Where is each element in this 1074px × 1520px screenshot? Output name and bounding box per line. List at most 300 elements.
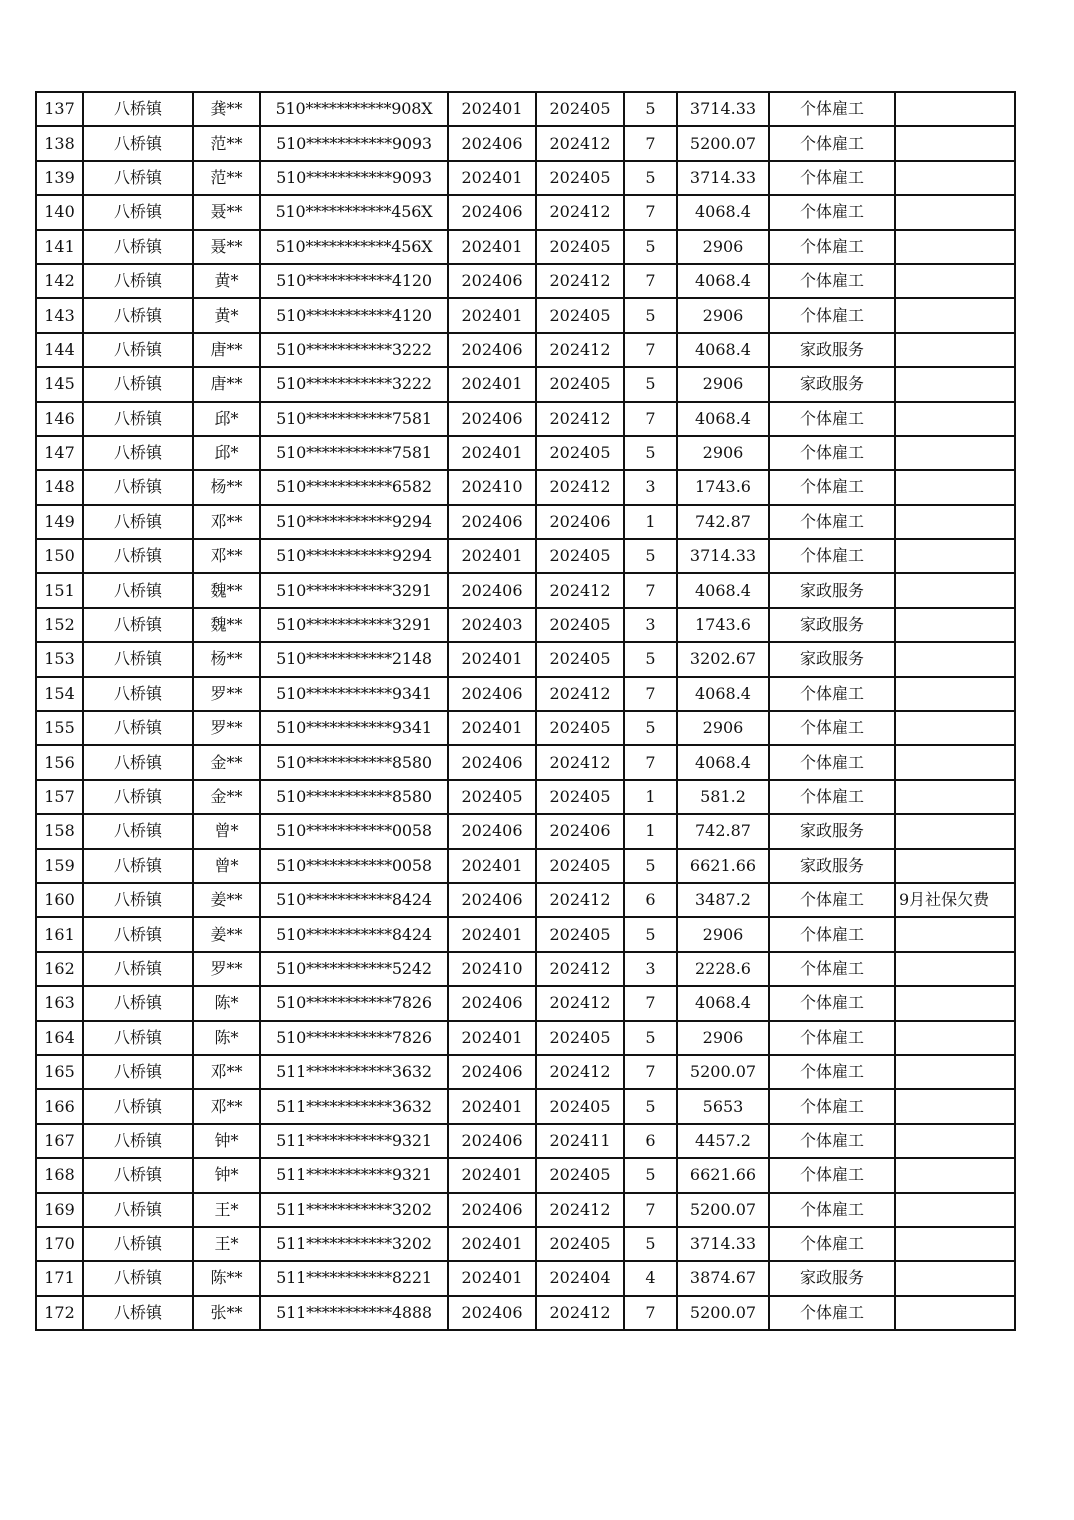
row-number-cell: 172 — [36, 1296, 83, 1330]
months-count-cell: 5 — [624, 436, 677, 470]
table-row — [36, 298, 1015, 332]
town-cell: 八桥镇 — [83, 333, 193, 367]
end-month-cell: 202412 — [536, 195, 624, 229]
months-count-cell: 3 — [624, 608, 677, 642]
months-count-cell: 3 — [624, 470, 677, 504]
start-month-cell: 202410 — [448, 470, 536, 504]
table-row — [36, 711, 1015, 745]
end-month-cell: 202412 — [536, 333, 624, 367]
start-month-cell: 202406 — [448, 1193, 536, 1227]
id-number-cell: 510***********7826 — [260, 986, 448, 1020]
table-row — [36, 230, 1015, 264]
row-number-cell: 151 — [36, 573, 83, 607]
row-number-cell: 165 — [36, 1055, 83, 1089]
employment-type-cell: 个体雇工 — [769, 1089, 895, 1123]
table-row — [36, 608, 1015, 642]
start-month-cell: 202401 — [448, 1227, 536, 1261]
end-month-cell: 202405 — [536, 298, 624, 332]
row-number-cell: 139 — [36, 161, 83, 195]
end-month-cell: 202406 — [536, 505, 624, 539]
start-month-cell: 202401 — [448, 92, 536, 126]
id-number-cell: 510***********456X — [260, 230, 448, 264]
table-row — [36, 780, 1015, 814]
town-cell: 八桥镇 — [83, 745, 193, 779]
amount-cell: 5653 — [677, 1089, 769, 1123]
amount-cell: 5200.07 — [677, 1055, 769, 1089]
table-row — [36, 814, 1015, 848]
start-month-cell: 202401 — [448, 1089, 536, 1123]
end-month-cell: 202405 — [536, 849, 624, 883]
id-number-cell: 510***********9093 — [260, 126, 448, 160]
months-count-cell: 7 — [624, 333, 677, 367]
months-count-cell: 5 — [624, 230, 677, 264]
id-number-cell: 510***********908X — [260, 92, 448, 126]
start-month-cell: 202406 — [448, 883, 536, 917]
end-month-cell: 202404 — [536, 1261, 624, 1295]
amount-cell: 3714.33 — [677, 161, 769, 195]
id-number-cell: 510***********2148 — [260, 642, 448, 676]
employment-type-cell: 个体雇工 — [769, 1124, 895, 1158]
remark-cell — [895, 92, 1015, 126]
town-cell: 八桥镇 — [83, 849, 193, 883]
id-number-cell: 510***********7826 — [260, 1021, 448, 1055]
end-month-cell: 202412 — [536, 745, 624, 779]
id-number-cell: 510***********9093 — [260, 161, 448, 195]
months-count-cell: 7 — [624, 573, 677, 607]
amount-cell: 6621.66 — [677, 849, 769, 883]
amount-cell: 5200.07 — [677, 1193, 769, 1227]
town-cell: 八桥镇 — [83, 505, 193, 539]
town-cell: 八桥镇 — [83, 1021, 193, 1055]
months-count-cell: 6 — [624, 1124, 677, 1158]
row-number-cell: 158 — [36, 814, 83, 848]
name-cell: 黄* — [193, 298, 260, 332]
employment-type-cell: 家政服务 — [769, 573, 895, 607]
remark-cell — [895, 264, 1015, 298]
amount-cell: 5200.07 — [677, 126, 769, 160]
start-month-cell: 202403 — [448, 608, 536, 642]
end-month-cell: 202412 — [536, 952, 624, 986]
employment-type-cell: 个体雇工 — [769, 883, 895, 917]
remark-cell — [895, 745, 1015, 779]
start-month-cell: 202401 — [448, 1021, 536, 1055]
employment-type-cell: 个体雇工 — [769, 92, 895, 126]
months-count-cell: 5 — [624, 917, 677, 951]
town-cell: 八桥镇 — [83, 367, 193, 401]
end-month-cell: 202412 — [536, 1055, 624, 1089]
months-count-cell: 3 — [624, 952, 677, 986]
remark-cell — [895, 1296, 1015, 1330]
end-month-cell: 202412 — [536, 986, 624, 1020]
remark-cell — [895, 402, 1015, 436]
row-number-cell: 137 — [36, 92, 83, 126]
amount-cell: 2906 — [677, 230, 769, 264]
town-cell: 八桥镇 — [83, 298, 193, 332]
amount-cell: 2228.6 — [677, 952, 769, 986]
table-row — [36, 126, 1015, 160]
end-month-cell: 202412 — [536, 1193, 624, 1227]
table-row — [36, 161, 1015, 195]
months-count-cell: 1 — [624, 814, 677, 848]
id-number-cell: 511***********3202 — [260, 1193, 448, 1227]
remark-cell — [895, 1227, 1015, 1261]
table-row — [36, 677, 1015, 711]
start-month-cell: 202406 — [448, 1124, 536, 1158]
name-cell: 曾* — [193, 849, 260, 883]
row-number-cell: 156 — [36, 745, 83, 779]
months-count-cell: 6 — [624, 883, 677, 917]
row-number-cell: 170 — [36, 1227, 83, 1261]
end-month-cell: 202412 — [536, 573, 624, 607]
id-number-cell: 511***********3202 — [260, 1227, 448, 1261]
row-number-cell: 150 — [36, 539, 83, 573]
row-number-cell: 146 — [36, 402, 83, 436]
row-number-cell: 144 — [36, 333, 83, 367]
name-cell: 唐** — [193, 333, 260, 367]
town-cell: 八桥镇 — [83, 677, 193, 711]
town-cell: 八桥镇 — [83, 161, 193, 195]
amount-cell: 4068.4 — [677, 264, 769, 298]
months-count-cell: 4 — [624, 1261, 677, 1295]
remark-cell — [895, 986, 1015, 1020]
start-month-cell: 202401 — [448, 298, 536, 332]
amount-cell: 4457.2 — [677, 1124, 769, 1158]
table-row — [36, 436, 1015, 470]
start-month-cell: 202401 — [448, 367, 536, 401]
start-month-cell: 202406 — [448, 1296, 536, 1330]
name-cell: 范** — [193, 126, 260, 160]
name-cell: 黄* — [193, 264, 260, 298]
id-number-cell: 511***********9321 — [260, 1158, 448, 1192]
table-row — [36, 264, 1015, 298]
start-month-cell: 202401 — [448, 849, 536, 883]
row-number-cell: 141 — [36, 230, 83, 264]
id-number-cell: 510***********9294 — [260, 539, 448, 573]
town-cell: 八桥镇 — [83, 230, 193, 264]
months-count-cell: 5 — [624, 367, 677, 401]
remark-cell — [895, 298, 1015, 332]
town-cell: 八桥镇 — [83, 608, 193, 642]
amount-cell: 742.87 — [677, 814, 769, 848]
row-number-cell: 147 — [36, 436, 83, 470]
table-body — [36, 92, 1015, 1330]
id-number-cell: 510***********6582 — [260, 470, 448, 504]
town-cell: 八桥镇 — [83, 573, 193, 607]
end-month-cell: 202405 — [536, 917, 624, 951]
employment-type-cell: 个体雇工 — [769, 1193, 895, 1227]
amount-cell: 1743.6 — [677, 608, 769, 642]
id-number-cell: 510***********9341 — [260, 711, 448, 745]
months-count-cell: 1 — [624, 505, 677, 539]
months-count-cell: 7 — [624, 264, 677, 298]
name-cell: 杨** — [193, 642, 260, 676]
employment-type-cell: 家政服务 — [769, 608, 895, 642]
employment-type-cell: 个体雇工 — [769, 745, 895, 779]
name-cell: 罗** — [193, 677, 260, 711]
town-cell: 八桥镇 — [83, 402, 193, 436]
row-number-cell: 163 — [36, 986, 83, 1020]
employment-type-cell: 家政服务 — [769, 1261, 895, 1295]
remark-cell — [895, 573, 1015, 607]
table-row — [36, 1261, 1015, 1295]
remark-cell — [895, 711, 1015, 745]
row-number-cell: 149 — [36, 505, 83, 539]
name-cell: 姜** — [193, 917, 260, 951]
amount-cell: 4068.4 — [677, 745, 769, 779]
months-count-cell: 7 — [624, 986, 677, 1020]
months-count-cell: 1 — [624, 780, 677, 814]
remark-cell — [895, 1055, 1015, 1089]
remark-cell — [895, 539, 1015, 573]
id-number-cell: 510***********9294 — [260, 505, 448, 539]
id-number-cell: 510***********0058 — [260, 849, 448, 883]
start-month-cell: 202406 — [448, 814, 536, 848]
table-row — [36, 849, 1015, 883]
remark-cell: 9月社保欠费 — [895, 883, 1015, 917]
remark-cell — [895, 1193, 1015, 1227]
employment-type-cell: 个体雇工 — [769, 539, 895, 573]
table-row — [36, 470, 1015, 504]
employment-type-cell: 个体雇工 — [769, 952, 895, 986]
start-month-cell: 202410 — [448, 952, 536, 986]
name-cell: 邓** — [193, 539, 260, 573]
end-month-cell: 202412 — [536, 402, 624, 436]
town-cell: 八桥镇 — [83, 883, 193, 917]
months-count-cell: 7 — [624, 745, 677, 779]
id-number-cell: 510***********3291 — [260, 573, 448, 607]
months-count-cell: 7 — [624, 402, 677, 436]
name-cell: 邓** — [193, 505, 260, 539]
start-month-cell: 202406 — [448, 1055, 536, 1089]
table-row — [36, 883, 1015, 917]
employment-type-cell: 个体雇工 — [769, 264, 895, 298]
name-cell: 杨** — [193, 470, 260, 504]
employment-type-cell: 个体雇工 — [769, 470, 895, 504]
amount-cell: 1743.6 — [677, 470, 769, 504]
start-month-cell: 202401 — [448, 1158, 536, 1192]
roster-table — [35, 91, 1016, 1331]
amount-cell: 3714.33 — [677, 92, 769, 126]
amount-cell: 6621.66 — [677, 1158, 769, 1192]
town-cell: 八桥镇 — [83, 470, 193, 504]
employment-type-cell: 个体雇工 — [769, 780, 895, 814]
months-count-cell: 5 — [624, 1158, 677, 1192]
row-number-cell: 155 — [36, 711, 83, 745]
id-number-cell: 511***********3632 — [260, 1089, 448, 1123]
months-count-cell: 5 — [624, 1089, 677, 1123]
end-month-cell: 202405 — [536, 230, 624, 264]
amount-cell: 2906 — [677, 298, 769, 332]
amount-cell: 5200.07 — [677, 1296, 769, 1330]
town-cell: 八桥镇 — [83, 264, 193, 298]
employment-type-cell: 个体雇工 — [769, 986, 895, 1020]
amount-cell: 2906 — [677, 367, 769, 401]
end-month-cell: 202405 — [536, 436, 624, 470]
table-row — [36, 642, 1015, 676]
id-number-cell: 510***********9341 — [260, 677, 448, 711]
end-month-cell: 202405 — [536, 1021, 624, 1055]
row-number-cell: 160 — [36, 883, 83, 917]
table-row — [36, 1021, 1015, 1055]
row-number-cell: 168 — [36, 1158, 83, 1192]
id-number-cell: 510***********8424 — [260, 883, 448, 917]
id-number-cell: 510***********4120 — [260, 298, 448, 332]
name-cell: 聂** — [193, 195, 260, 229]
name-cell: 曾* — [193, 814, 260, 848]
id-number-cell: 510***********3222 — [260, 333, 448, 367]
name-cell: 罗** — [193, 952, 260, 986]
months-count-cell: 7 — [624, 1296, 677, 1330]
start-month-cell: 202406 — [448, 573, 536, 607]
name-cell: 陈** — [193, 1261, 260, 1295]
employment-type-cell: 家政服务 — [769, 642, 895, 676]
end-month-cell: 202405 — [536, 711, 624, 745]
start-month-cell: 202406 — [448, 333, 536, 367]
id-number-cell: 511***********3632 — [260, 1055, 448, 1089]
name-cell: 邱* — [193, 402, 260, 436]
remark-cell — [895, 952, 1015, 986]
name-cell: 龚** — [193, 92, 260, 126]
remark-cell — [895, 642, 1015, 676]
row-number-cell: 143 — [36, 298, 83, 332]
amount-cell: 742.87 — [677, 505, 769, 539]
amount-cell: 4068.4 — [677, 986, 769, 1020]
amount-cell: 4068.4 — [677, 573, 769, 607]
start-month-cell: 202401 — [448, 711, 536, 745]
end-month-cell: 202405 — [536, 1227, 624, 1261]
name-cell: 陈* — [193, 986, 260, 1020]
months-count-cell: 5 — [624, 539, 677, 573]
id-number-cell: 510***********456X — [260, 195, 448, 229]
amount-cell: 2906 — [677, 436, 769, 470]
employment-type-cell: 个体雇工 — [769, 126, 895, 160]
name-cell: 钟* — [193, 1158, 260, 1192]
name-cell: 邓** — [193, 1055, 260, 1089]
employment-type-cell: 个体雇工 — [769, 1227, 895, 1261]
employment-type-cell: 家政服务 — [769, 333, 895, 367]
remark-cell — [895, 367, 1015, 401]
row-number-cell: 171 — [36, 1261, 83, 1295]
months-count-cell: 5 — [624, 298, 677, 332]
remark-cell — [895, 1261, 1015, 1295]
end-month-cell: 202405 — [536, 642, 624, 676]
start-month-cell: 202401 — [448, 539, 536, 573]
name-cell: 姜** — [193, 883, 260, 917]
amount-cell: 3874.67 — [677, 1261, 769, 1295]
end-month-cell: 202405 — [536, 161, 624, 195]
start-month-cell: 202401 — [448, 230, 536, 264]
remark-cell — [895, 1158, 1015, 1192]
row-number-cell: 152 — [36, 608, 83, 642]
name-cell: 聂** — [193, 230, 260, 264]
town-cell: 八桥镇 — [83, 1089, 193, 1123]
row-number-cell: 159 — [36, 849, 83, 883]
table-row — [36, 367, 1015, 401]
employment-type-cell: 个体雇工 — [769, 1158, 895, 1192]
town-cell: 八桥镇 — [83, 780, 193, 814]
name-cell: 王* — [193, 1193, 260, 1227]
start-month-cell: 202406 — [448, 677, 536, 711]
id-number-cell: 511***********9321 — [260, 1124, 448, 1158]
table-row — [36, 917, 1015, 951]
end-month-cell: 202412 — [536, 677, 624, 711]
row-number-cell: 161 — [36, 917, 83, 951]
town-cell: 八桥镇 — [83, 1124, 193, 1158]
months-count-cell: 5 — [624, 642, 677, 676]
town-cell: 八桥镇 — [83, 917, 193, 951]
id-number-cell: 510***********8424 — [260, 917, 448, 951]
name-cell: 唐** — [193, 367, 260, 401]
remark-cell — [895, 126, 1015, 160]
amount-cell: 3714.33 — [677, 539, 769, 573]
months-count-cell: 5 — [624, 1227, 677, 1261]
name-cell: 邓** — [193, 1089, 260, 1123]
row-number-cell: 164 — [36, 1021, 83, 1055]
row-number-cell: 169 — [36, 1193, 83, 1227]
start-month-cell: 202406 — [448, 264, 536, 298]
months-count-cell: 5 — [624, 161, 677, 195]
amount-cell: 2906 — [677, 1021, 769, 1055]
start-month-cell: 202406 — [448, 745, 536, 779]
row-number-cell: 138 — [36, 126, 83, 160]
row-number-cell: 148 — [36, 470, 83, 504]
employment-type-cell: 个体雇工 — [769, 402, 895, 436]
employment-type-cell: 家政服务 — [769, 367, 895, 401]
end-month-cell: 202405 — [536, 539, 624, 573]
name-cell: 金** — [193, 745, 260, 779]
town-cell: 八桥镇 — [83, 1261, 193, 1295]
town-cell: 八桥镇 — [83, 195, 193, 229]
end-month-cell: 202412 — [536, 1296, 624, 1330]
remark-cell — [895, 470, 1015, 504]
table-row — [36, 539, 1015, 573]
town-cell: 八桥镇 — [83, 986, 193, 1020]
town-cell: 八桥镇 — [83, 1158, 193, 1192]
remark-cell — [895, 917, 1015, 951]
id-number-cell: 510***********8580 — [260, 780, 448, 814]
amount-cell: 3487.2 — [677, 883, 769, 917]
row-number-cell: 145 — [36, 367, 83, 401]
remark-cell — [895, 230, 1015, 264]
town-cell: 八桥镇 — [83, 436, 193, 470]
remark-cell — [895, 780, 1015, 814]
id-number-cell: 510***********7581 — [260, 402, 448, 436]
remark-cell — [895, 1124, 1015, 1158]
amount-cell: 3202.67 — [677, 642, 769, 676]
employment-type-cell: 个体雇工 — [769, 1021, 895, 1055]
start-month-cell: 202406 — [448, 986, 536, 1020]
remark-cell — [895, 161, 1015, 195]
town-cell: 八桥镇 — [83, 952, 193, 986]
employment-type-cell: 个体雇工 — [769, 677, 895, 711]
end-month-cell: 202411 — [536, 1124, 624, 1158]
amount-cell: 2906 — [677, 917, 769, 951]
remark-cell — [895, 505, 1015, 539]
remark-cell — [895, 436, 1015, 470]
town-cell: 八桥镇 — [83, 814, 193, 848]
name-cell: 邱* — [193, 436, 260, 470]
name-cell: 魏** — [193, 608, 260, 642]
row-number-cell: 154 — [36, 677, 83, 711]
amount-cell: 4068.4 — [677, 333, 769, 367]
name-cell: 罗** — [193, 711, 260, 745]
table-row — [36, 92, 1015, 126]
end-month-cell: 202412 — [536, 126, 624, 160]
remark-cell — [895, 814, 1015, 848]
id-number-cell: 510***********7581 — [260, 436, 448, 470]
months-count-cell: 7 — [624, 677, 677, 711]
remark-cell — [895, 677, 1015, 711]
